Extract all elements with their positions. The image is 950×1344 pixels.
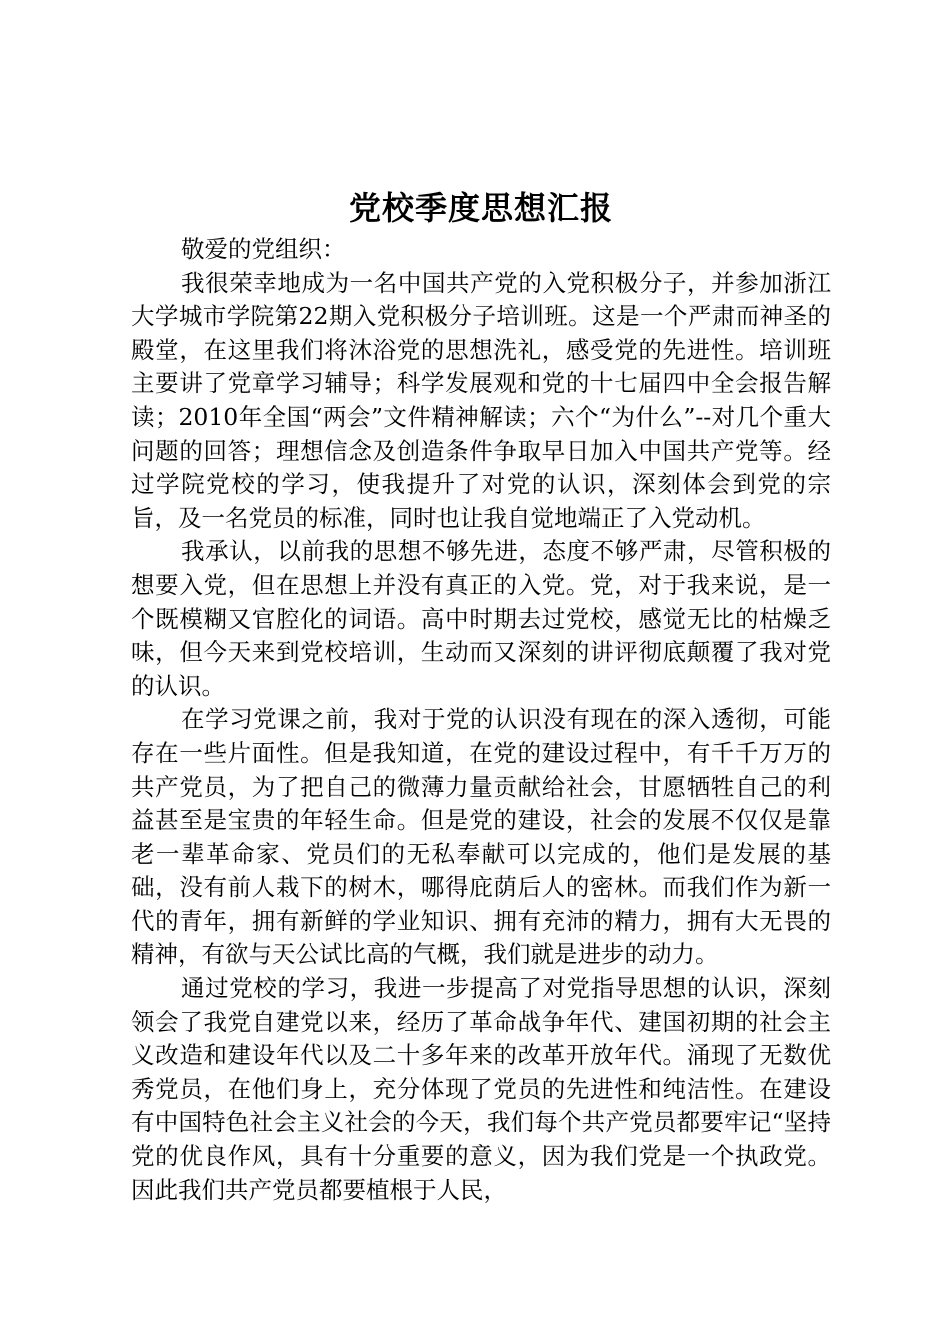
document-title: 党校季度思想汇报 — [348, 189, 613, 227]
paragraph-1: 我很荣幸地成为一名中国共产党的入党积极分子，并参加浙江大学城市学院第22期入党积极分子培训班。这是一个严肃而神圣的殿堂，在这里我们将沐浴党的思想洗礼，感受党的先进性。培训班主要讲了党章学习辅导；科学发展观和党的十七届四中全会报告解读；2010年全国“两会”文件精神解读；六个“为什么”--对几个重大问题的回答；理想信念及创造条件争取早日加入中国共产党等。经过学院党校的学习，使我提升了对党的认识，深刻体会到党的宗旨，及一名党员的标准，同时也让我自觉地端正了入党动机。 — [131, 268, 831, 532]
paragraph-3: 在学习党课之前，我对于党的认识没有现在的深入透彻，可能存在一些片面性。但是我知道，在党的建设过程中，有千千万万的共产党员，为了把自己的微薄力量贡献给社会，甘愿牺牲自己的利益甚至是宝贵的年轻生命。但是党的建设，社会的发展不仅仅是靠老一辈革命家、党员们的无私奉献可以完成的，他们是发展的基础，没有前人栽下的树木，哪得庇荫后人的密林。而我们作为新一代的青年，拥有新鲜的学业知识、拥有充沛的精力，拥有大无畏的精神，有欲与天公试比高的气概，我们就是进步的动力。 — [131, 705, 831, 969]
paragraph-2: 我承认，以前我的思想不够先进，态度不够严肃，尽管积极的想要入党，但在思想上并没有真正的入党。党，对于我来说，是一个既模糊又官腔化的词语。高中时期去过党校，感觉无比的枯燥乏味，但今天来到党校培训，生动而又深刻的讲评彻底颠覆了我对党的认识。 — [131, 537, 831, 700]
salutation: 敬爱的党组织： — [181, 235, 346, 263]
document-content — [131, 183, 831, 1207]
paragraph-4: 通过党校的学习，我进一步提高了对党指导思想的认识，深刻领会了我党自建党以来，经历了革命战争年代、建国初期的社会主义改造和建设年代以及二十多年来的改革开放年代。涌现了无数优秀党员，在他们身上，充分体现了党员的先进性和纯洁性。在建设有中国特色社会主义社会的今天，我们每个共产党员都要牢记“坚持党的优良作风，具有十分重要的意义，因为我们党是一个执政党。因此我们共产党员都要植根于人民， — [131, 974, 831, 1204]
